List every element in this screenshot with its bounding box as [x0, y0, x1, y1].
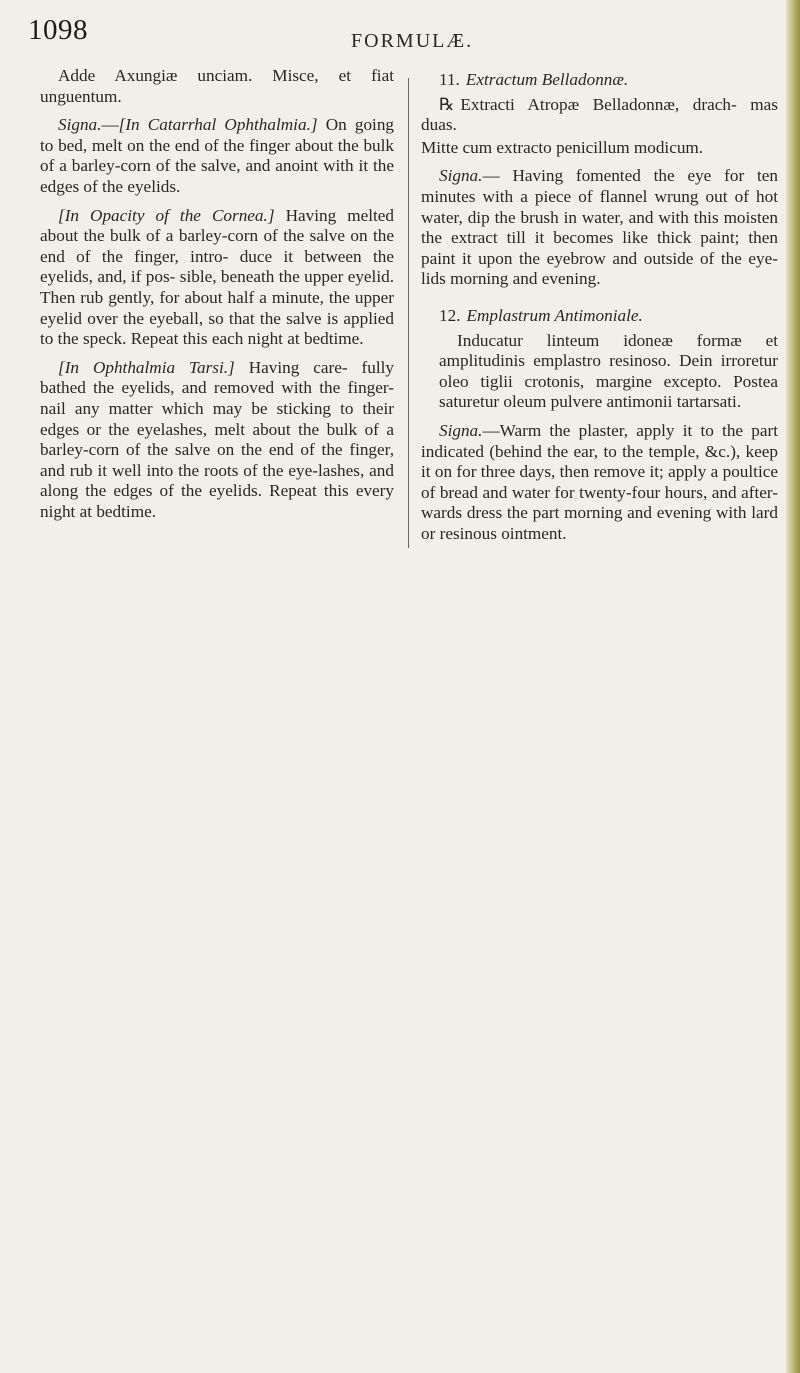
page-edge [786, 0, 800, 1373]
formula-title: Extractum Belladonnæ. [465, 70, 629, 89]
formula-title: Emplastrum Antimoniale. [466, 305, 643, 325]
formula-11-signa [421, 166, 778, 290]
column-divider [408, 78, 409, 548]
indication-bracket: [In Opacity of the Cornea.] [58, 205, 275, 225]
mitte-text: Mitte cum extracto penicillum modicum. [421, 137, 704, 157]
paragraph-opacity-cornea [40, 206, 394, 350]
signa-dash: — [101, 115, 119, 135]
formula-11-heading [421, 70, 778, 91]
signa-label: Signa. [439, 166, 483, 186]
page-number: 1098 [28, 14, 88, 46]
paragraph-ophthalmia-tarsi [40, 358, 394, 523]
formula-12-signa [421, 421, 778, 545]
recipe-symbol-icon: ℞ [439, 94, 455, 114]
signa-label: Signa. [439, 420, 483, 440]
spacer [421, 298, 778, 306]
formula-11-recipe [421, 95, 778, 136]
formula-12-latin [421, 331, 778, 413]
paragraph-adde [40, 66, 394, 107]
paragraph-text: On going to bed, melt on the end of the finger about the bulk of a barley-corn of the salve, and anoint with it the edges of the eyelids. [40, 115, 394, 196]
latin-text: Inducatur linteum idoneæ formæ et amplitudinis emplastro resinoso. Dein irroretur oleo tiglii crotonis, margine excepto. Postea saturetur oleum pulvere antimonii tartarsati. [439, 330, 778, 412]
signa-label: Signa. [58, 115, 102, 135]
left-column [40, 66, 394, 530]
formula-number: 11. [439, 70, 460, 89]
indication-bracket: [In Catarrhal Ophthalmia.] [118, 115, 318, 135]
formula-12-heading [421, 306, 778, 327]
paragraph-text: Adde Axungiæ unciam. Misce, et fiat unguentum. [40, 66, 394, 106]
formula-number: 12. [439, 305, 461, 325]
paragraph-text: Having care- fully bathed the eyelids, and removed with the finger-nail any matter which may be sticking to their edges or the eyelashes, melt about the bulk of a barley-corn of the salve on the end of the finger, and rub it well into the roots of the eye-lashes, and along the edges of the eyelids. Repeat this every night at bedtime. [40, 357, 394, 521]
paragraph-catarrhal [40, 115, 394, 197]
paragraph-text: Having melted about the bulk of a barley-corn of the salve on the end of the finger, intro- duce it between the eyelids, and, if pos- sible, beneath the upper eyelid. Then rub gently, for about half a minute, the upper eyelid over the eyeball, so that the salve is applied to the speck. Repeat this each night at bedtime. [40, 205, 394, 349]
formula-11-mitte [421, 138, 778, 159]
recipe-text: Extracti Atropæ Belladonnæ, drach- mas duas. [421, 94, 778, 135]
signa-text: —Warm the plaster, apply it to the part indicated (behind the ear, to the temple, &c.), keep it on for three days, then remove it; apply a poultice of bread and water for twenty-four hours, and after- wards dress the part morning and evening with lard or resinous ointment. [421, 420, 778, 543]
indication-bracket: [In Ophthalmia Tarsi.] [58, 357, 235, 377]
signa-text: — Having fomented the eye for ten minutes with a piece of flannel wrung out of hot water, dip the brush in water, and with this moisten the extract till it becomes like thick paint; then paint it upon the eyebrow and outside of the eye- lids morning and evening. [421, 166, 778, 289]
right-column [421, 70, 778, 552]
running-head: FORMULÆ. [351, 30, 474, 52]
